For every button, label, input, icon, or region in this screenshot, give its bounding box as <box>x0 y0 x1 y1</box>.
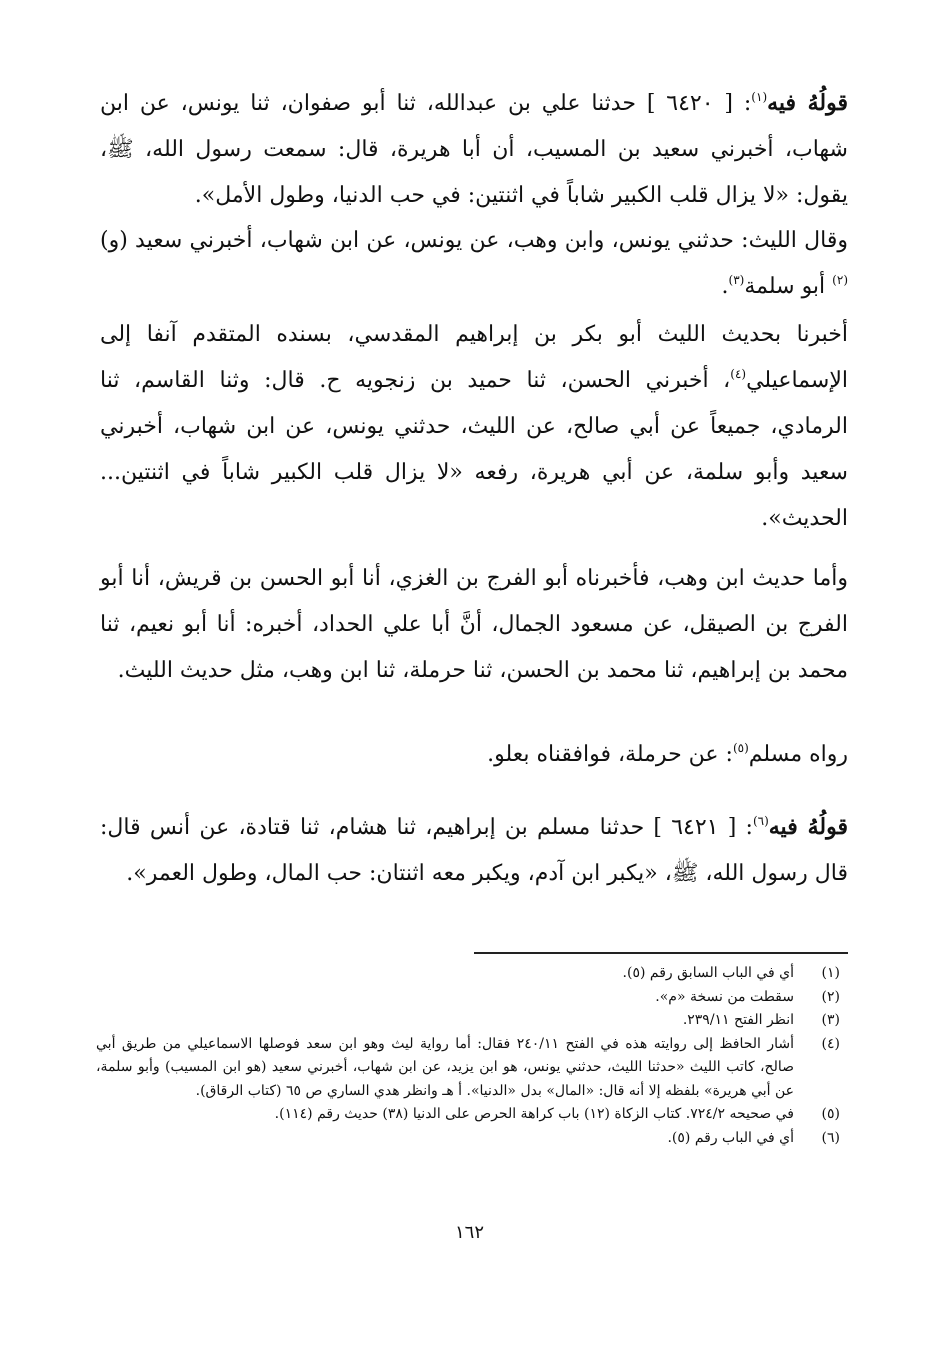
footnote-ref: (٤) <box>730 367 747 381</box>
footnote-text: أي في الباب السابق رقم (٥). <box>622 965 794 981</box>
footnotes <box>96 962 840 1150</box>
footnote-number: (٤) <box>821 1035 840 1052</box>
paragraph-text: أخبرنا بحديث الليث أبو بكر بن إبراهيم المقدسي، بسنده المتقدم آنفا إلى الإسماعيلي <box>100 322 848 393</box>
paragraph-layth <box>100 218 848 310</box>
footnote-text: أي في الباب رقم (٥). <box>667 1129 794 1146</box>
paragraph-text: : [ ٦٤٢٠ ] حدثنا علي بن عبدالله، ثنا أبو صفوان، ثنا يونس، عن ابن شهاب، أخبرني سعيد بن المسيب، أن أبا هريرة، قال: سمعت رسول الله، ﷺ، يقول: «لا يزال قلب الكبير شاباً في اثنتين: في حب الدنيا، وطول الأمل». <box>100 91 848 208</box>
footnote-ref: (٢) <box>832 273 848 287</box>
footnote-ref: (٥) <box>732 741 749 755</box>
footnote-item <box>96 1127 840 1151</box>
footnote-number: (٦) <box>821 1129 840 1146</box>
footnote-number: (٢) <box>821 988 840 1005</box>
paragraph-text: : عن حرملة، فوافقناه بعلو. <box>487 742 733 767</box>
footnote-item <box>96 962 840 986</box>
footnote-number: (١) <box>821 965 840 981</box>
paragraph-text: : [ ٦٤٢١ ] حدثنا مسلم بن إبراهيم، ثنا هشام، ثنا قتادة، عن أنس قال: قال رسول الله، ﷺ، «يكبر ابن آدم، ويكبر معه اثنتان: حب المال، وطول العمر». <box>100 815 848 886</box>
footnote-item <box>96 1033 840 1104</box>
footnote-item <box>96 986 840 1010</box>
paragraph-isnad-layth <box>100 312 848 542</box>
footnote-divider <box>474 952 848 954</box>
paragraph-text: وقال الليث: حدثني يونس، وابن وهب، عن يونس، عن ابن شهاب، أخبرني سعيد (و) <box>100 228 848 253</box>
paragraph-lead: قولُهُ فيه <box>767 90 848 116</box>
paragraph-text: أبو سلمة <box>744 274 833 299</box>
footnote-item <box>96 1103 840 1127</box>
footnote-text: سقطت من نسخة «م». <box>655 988 794 1005</box>
page-number: ١٦٢ <box>454 1222 484 1243</box>
footnote-ref: (٦) <box>752 814 769 828</box>
paragraph-hadith-6421 <box>100 804 848 897</box>
footnote-number: (٣) <box>821 1012 840 1028</box>
paragraph-text: ، أخبرني الحسن، ثنا حميد بن زنجويه ح. قال: وثنا القاسم، ثنا الرمادي، جميعاً عن أبي صالح، عن الليث، حدثني يونس، عن ابن شهاب، أخبرني سعيد وأبو سلمة، عن أبي هريرة، رفعه «لا يزال قلب الكبير شاباً في اثنتين... الحديث». <box>100 368 848 531</box>
footnote-text: أشار الحافظ إلى روايته هذه في الفتح ٢٤٠/١١ فقال: أما رواية ليث وهو ابن سعد فوصلها الاسماعيلي من طريق أبي صالح، كاتب الليث «حدثنا الليث، حدثني يونس، هو ابن يزيد، عن ابن شهاب، أخبرني سعيد (هو ابن المسيب) وأبو سلمة، عن أبي هريرة» بلفظه إلا أنه قال: «المال» بدل «الدنيا». أ هـ وانظر هدي الساري ص ٦٥ (كتاب الرقاق). <box>96 1035 794 1099</box>
paragraph-text: رواه مسلم <box>748 742 848 767</box>
footnote-number: (٥) <box>821 1106 840 1122</box>
footnote-ref: (١) <box>751 90 768 104</box>
footnote-ref: (٣) <box>728 273 745 287</box>
footnote-item <box>96 1009 840 1033</box>
paragraph-lead: قولُهُ فيه <box>768 814 848 840</box>
footnote-text: في صحيحه ٧٢٤/٢. كتاب الزكاة (١٢) باب كراهة الحرص على الدنيا (٣٨) حديث رقم (١١٤). <box>274 1106 794 1122</box>
paragraph-text: . <box>721 274 729 299</box>
paragraph-hadith-6420 <box>100 80 848 219</box>
paragraph-ibn-wahb <box>100 556 848 694</box>
footnote-text: انظر الفتح ٢٣٩/١١. <box>682 1012 794 1028</box>
paragraph-muslim <box>100 732 848 778</box>
paragraph-text: وأما حديث ابن وهب، فأخبرناه أبو الفرج بن الغزي، أنا أبو الحسن بن قريش، أنا أبو الفرج بن الصيقل، عن مسعود الجمال، أنَّ أبا علي الحداد، أخبره: أنا أبو نعيم، ثنا محمد بن إبراهيم، ثنا محمد بن الحسن، ثنا حرملة، ثنا ابن وهب، مثل حديث الليث. <box>100 566 848 683</box>
